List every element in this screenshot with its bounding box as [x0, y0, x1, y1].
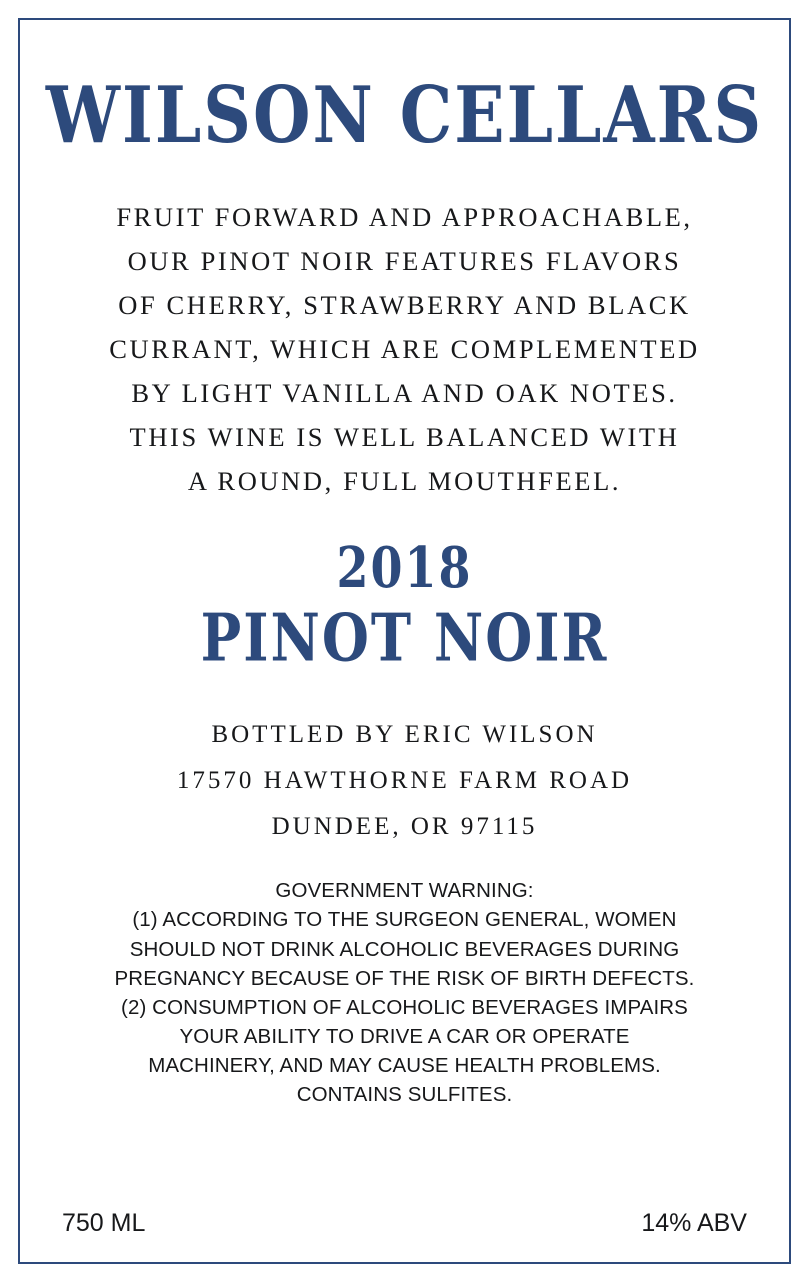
tasting-notes-line: A ROUND, FULL MOUTHFEEL. [187, 465, 622, 496]
tasting-notes [109, 196, 700, 504]
government-warning-line: SHOULD NOT DRINK ALCOHOLIC BEVERAGES DURING [129, 937, 680, 961]
government-warning-line: (2) CONSUMPTION OF ALCOHOLIC BEVERAGES IMPAIRS [121, 995, 688, 1019]
bottler-line: BOTTLED BY ERIC WILSON [211, 720, 598, 748]
tasting-notes-line: CURRANT, WHICH ARE COMPLEMENTED [109, 333, 700, 364]
government-warning-line: (1) ACCORDING TO THE SURGEON GENERAL, WOMEN [132, 908, 677, 932]
government-warning-line: CONTAINS SULFITES. [296, 1083, 513, 1107]
government-warning-line: PREGNANCY BECAUSE OF THE RISK OF BIRTH DEFECTS. [114, 966, 695, 990]
tasting-notes-line: OUR PINOT NOIR FEATURES FLAVORS [127, 245, 682, 276]
bottler-line: DUNDEE, OR 97115 [271, 813, 538, 841]
government-warning [115, 876, 695, 1109]
bottler-address [177, 712, 632, 851]
tasting-notes-line: THIS WINE IS WELL BALANCED WITH [129, 421, 680, 452]
government-warning-line: YOUR ABILITY TO DRIVE A CAR OR OPERATE [179, 1024, 630, 1048]
tasting-notes-line: BY LIGHT VANILLA AND OAK NOTES. [131, 377, 678, 408]
label-footer [62, 1209, 747, 1238]
tasting-notes-line: OF CHERRY, STRAWBERRY AND BLACK [118, 289, 691, 320]
bottler-line: 17570 HAWTHORNE FARM ROAD [176, 766, 633, 794]
label-content [18, 18, 791, 1264]
tasting-notes-line: FRUIT FORWARD AND APPROACHABLE, [116, 202, 693, 232]
volume-text: 750 ML [62, 1209, 146, 1237]
abv-text: 14% ABV [641, 1209, 747, 1237]
government-warning-line: GOVERNMENT WARNING: [275, 879, 534, 903]
brand-name: WILSON CELLARS [45, 68, 764, 161]
government-warning-line: MACHINERY, AND MAY CAUSE HEALTH PROBLEMS. [148, 1053, 661, 1077]
vintage-year: 2018 [336, 534, 473, 601]
varietal-name: PINOT NOIR [200, 598, 609, 677]
vintage-varietal-block [200, 534, 609, 677]
